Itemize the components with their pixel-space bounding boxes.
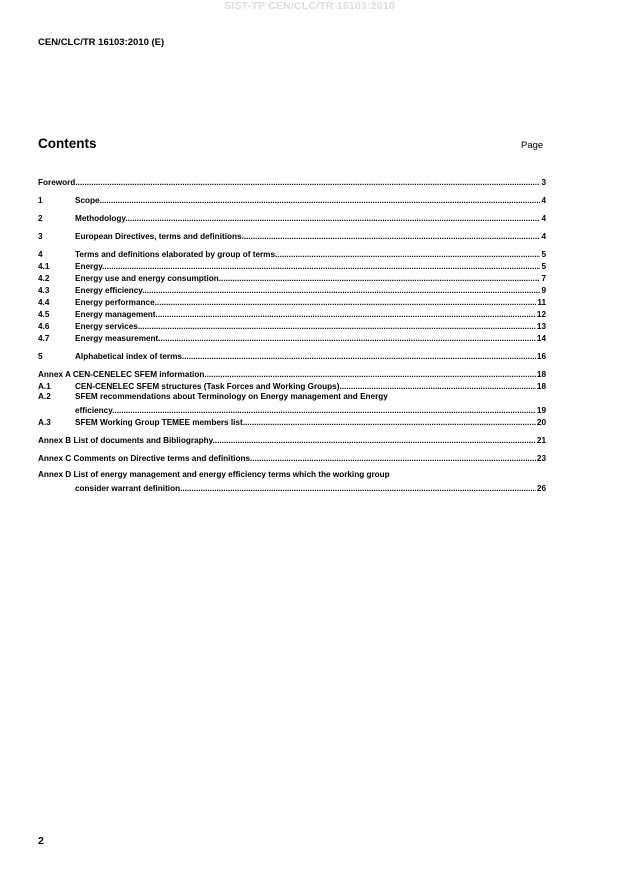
toc-number: 4.7 (38, 334, 50, 343)
toc-entry-annex-d[interactable] (38, 470, 546, 482)
toc-page: 5 (541, 250, 546, 259)
toc-number: 5 (38, 352, 43, 361)
toc-entry-annex-c[interactable] (38, 452, 546, 464)
toc-number: 4.4 (38, 298, 50, 307)
toc-entry-a-2[interactable] (38, 392, 546, 404)
toc-title: Scope ..... (75, 196, 540, 206)
document-id: CEN/CLC/TR 16103:2010 (E) (38, 37, 165, 48)
toc-entry-a-1[interactable] (38, 380, 546, 392)
watermark: SIST-TP CEN/CLC/TR 16103:2010 (224, 0, 395, 12)
toc-page: 23 (536, 454, 546, 463)
toc-page: 4 (541, 196, 546, 205)
toc-number: 4.1 (38, 262, 50, 271)
toc-number: 1 (38, 196, 43, 205)
toc-entry-4-1[interactable] (38, 260, 546, 272)
toc-page: 20 (536, 418, 546, 427)
toc-title: Energy use and energy consumption ..... (75, 274, 540, 284)
toc-title: SFEM Working Group TEMEE members list ..... (75, 418, 536, 428)
toc-title-line2: efficiency ..... (75, 406, 536, 416)
toc-number: 4.2 (38, 274, 50, 283)
toc-title: Annex C Comments on Directive terms and definitions ..... (38, 454, 536, 464)
toc-entry-1[interactable] (38, 194, 546, 206)
toc-page: 16 (536, 352, 546, 361)
toc-page: 18 (536, 370, 546, 379)
toc-page: 9 (541, 286, 546, 295)
toc-title-line1: SFEM recommendations about Terminology on Energy management and Energy (75, 392, 388, 401)
toc-entry-4-5[interactable] (38, 308, 546, 320)
toc-page: 14 (536, 334, 546, 343)
toc-entry-4-7[interactable] (38, 332, 546, 344)
toc-title: Energy efficiency ..... (75, 286, 540, 296)
toc-page: 18 (536, 382, 546, 391)
toc-title: Alphabetical index of terms ..... (75, 352, 536, 362)
toc-number: A.2 (38, 392, 51, 401)
toc-page: 12 (536, 310, 546, 319)
toc-title: Foreword ..... (38, 178, 540, 188)
page-number: 2 (38, 835, 44, 847)
toc-number: 4.3 (38, 286, 50, 295)
toc-page: 21 (536, 436, 546, 445)
table-of-contents (38, 176, 546, 494)
toc-page: 3 (541, 178, 546, 187)
toc-title: CEN-CENELEC SFEM structures (Task Forces and Working Groups) ..... (75, 382, 536, 392)
toc-entry-annex-a[interactable] (38, 368, 546, 380)
page-column-label: Page (521, 140, 544, 151)
toc-title: Energy management ..... (75, 310, 536, 320)
toc-entry-foreword[interactable] (38, 176, 546, 188)
toc-entry-4-6[interactable] (38, 320, 546, 332)
toc-title: Energy ..... (75, 262, 540, 272)
toc-title: Annex A CEN-CENELEC SFEM information ..... (38, 370, 536, 380)
toc-entry-annex-b[interactable] (38, 434, 546, 446)
toc-page: 4 (541, 232, 546, 241)
toc-number: A.1 (38, 382, 51, 391)
toc-page: 7 (541, 274, 546, 283)
toc-page: 4 (541, 214, 546, 223)
toc-title: Annex B List of documents and Bibliography ..... (38, 436, 536, 446)
toc-entry-a-2-cont[interactable] (38, 404, 546, 416)
toc-title: Methodology ..... (75, 214, 540, 224)
toc-page: 11 (537, 298, 546, 307)
toc-number: 2 (38, 214, 43, 223)
toc-title: European Directives, terms and definitions ..... (75, 232, 540, 242)
toc-title-line1: Annex D List of energy management and energy efficiency terms which the working group (38, 470, 390, 479)
toc-entry-a-3[interactable] (38, 416, 546, 428)
toc-title: Energy services ..... (75, 322, 536, 332)
toc-entry-4[interactable] (38, 248, 546, 260)
toc-number: A.3 (38, 418, 51, 427)
toc-number: 4 (38, 250, 43, 259)
toc-page: 13 (536, 322, 546, 331)
toc-title: Energy performance ..... (75, 298, 536, 308)
toc-entry-4-2[interactable] (38, 272, 546, 284)
toc-entry-annex-d-cont[interactable] (38, 482, 546, 494)
toc-page: 5 (541, 262, 546, 271)
toc-number: 3 (38, 232, 43, 241)
toc-page: 26 (536, 484, 546, 493)
toc-entry-4-3[interactable] (38, 284, 546, 296)
toc-entry-4-4[interactable] (38, 296, 546, 308)
toc-title: Terms and definitions elaborated by group of terms ..... (75, 250, 540, 260)
toc-number: 4.6 (38, 322, 50, 331)
toc-number: 4.5 (38, 310, 50, 319)
toc-title: Energy measurement ..... (75, 334, 536, 344)
toc-entry-2[interactable] (38, 212, 546, 224)
toc-entry-3[interactable] (38, 230, 546, 242)
toc-title-line2: consider warrant definition ..... (75, 484, 536, 494)
contents-title: Contents (38, 136, 97, 151)
toc-entry-5[interactable] (38, 350, 546, 362)
toc-page: 19 (536, 406, 546, 415)
